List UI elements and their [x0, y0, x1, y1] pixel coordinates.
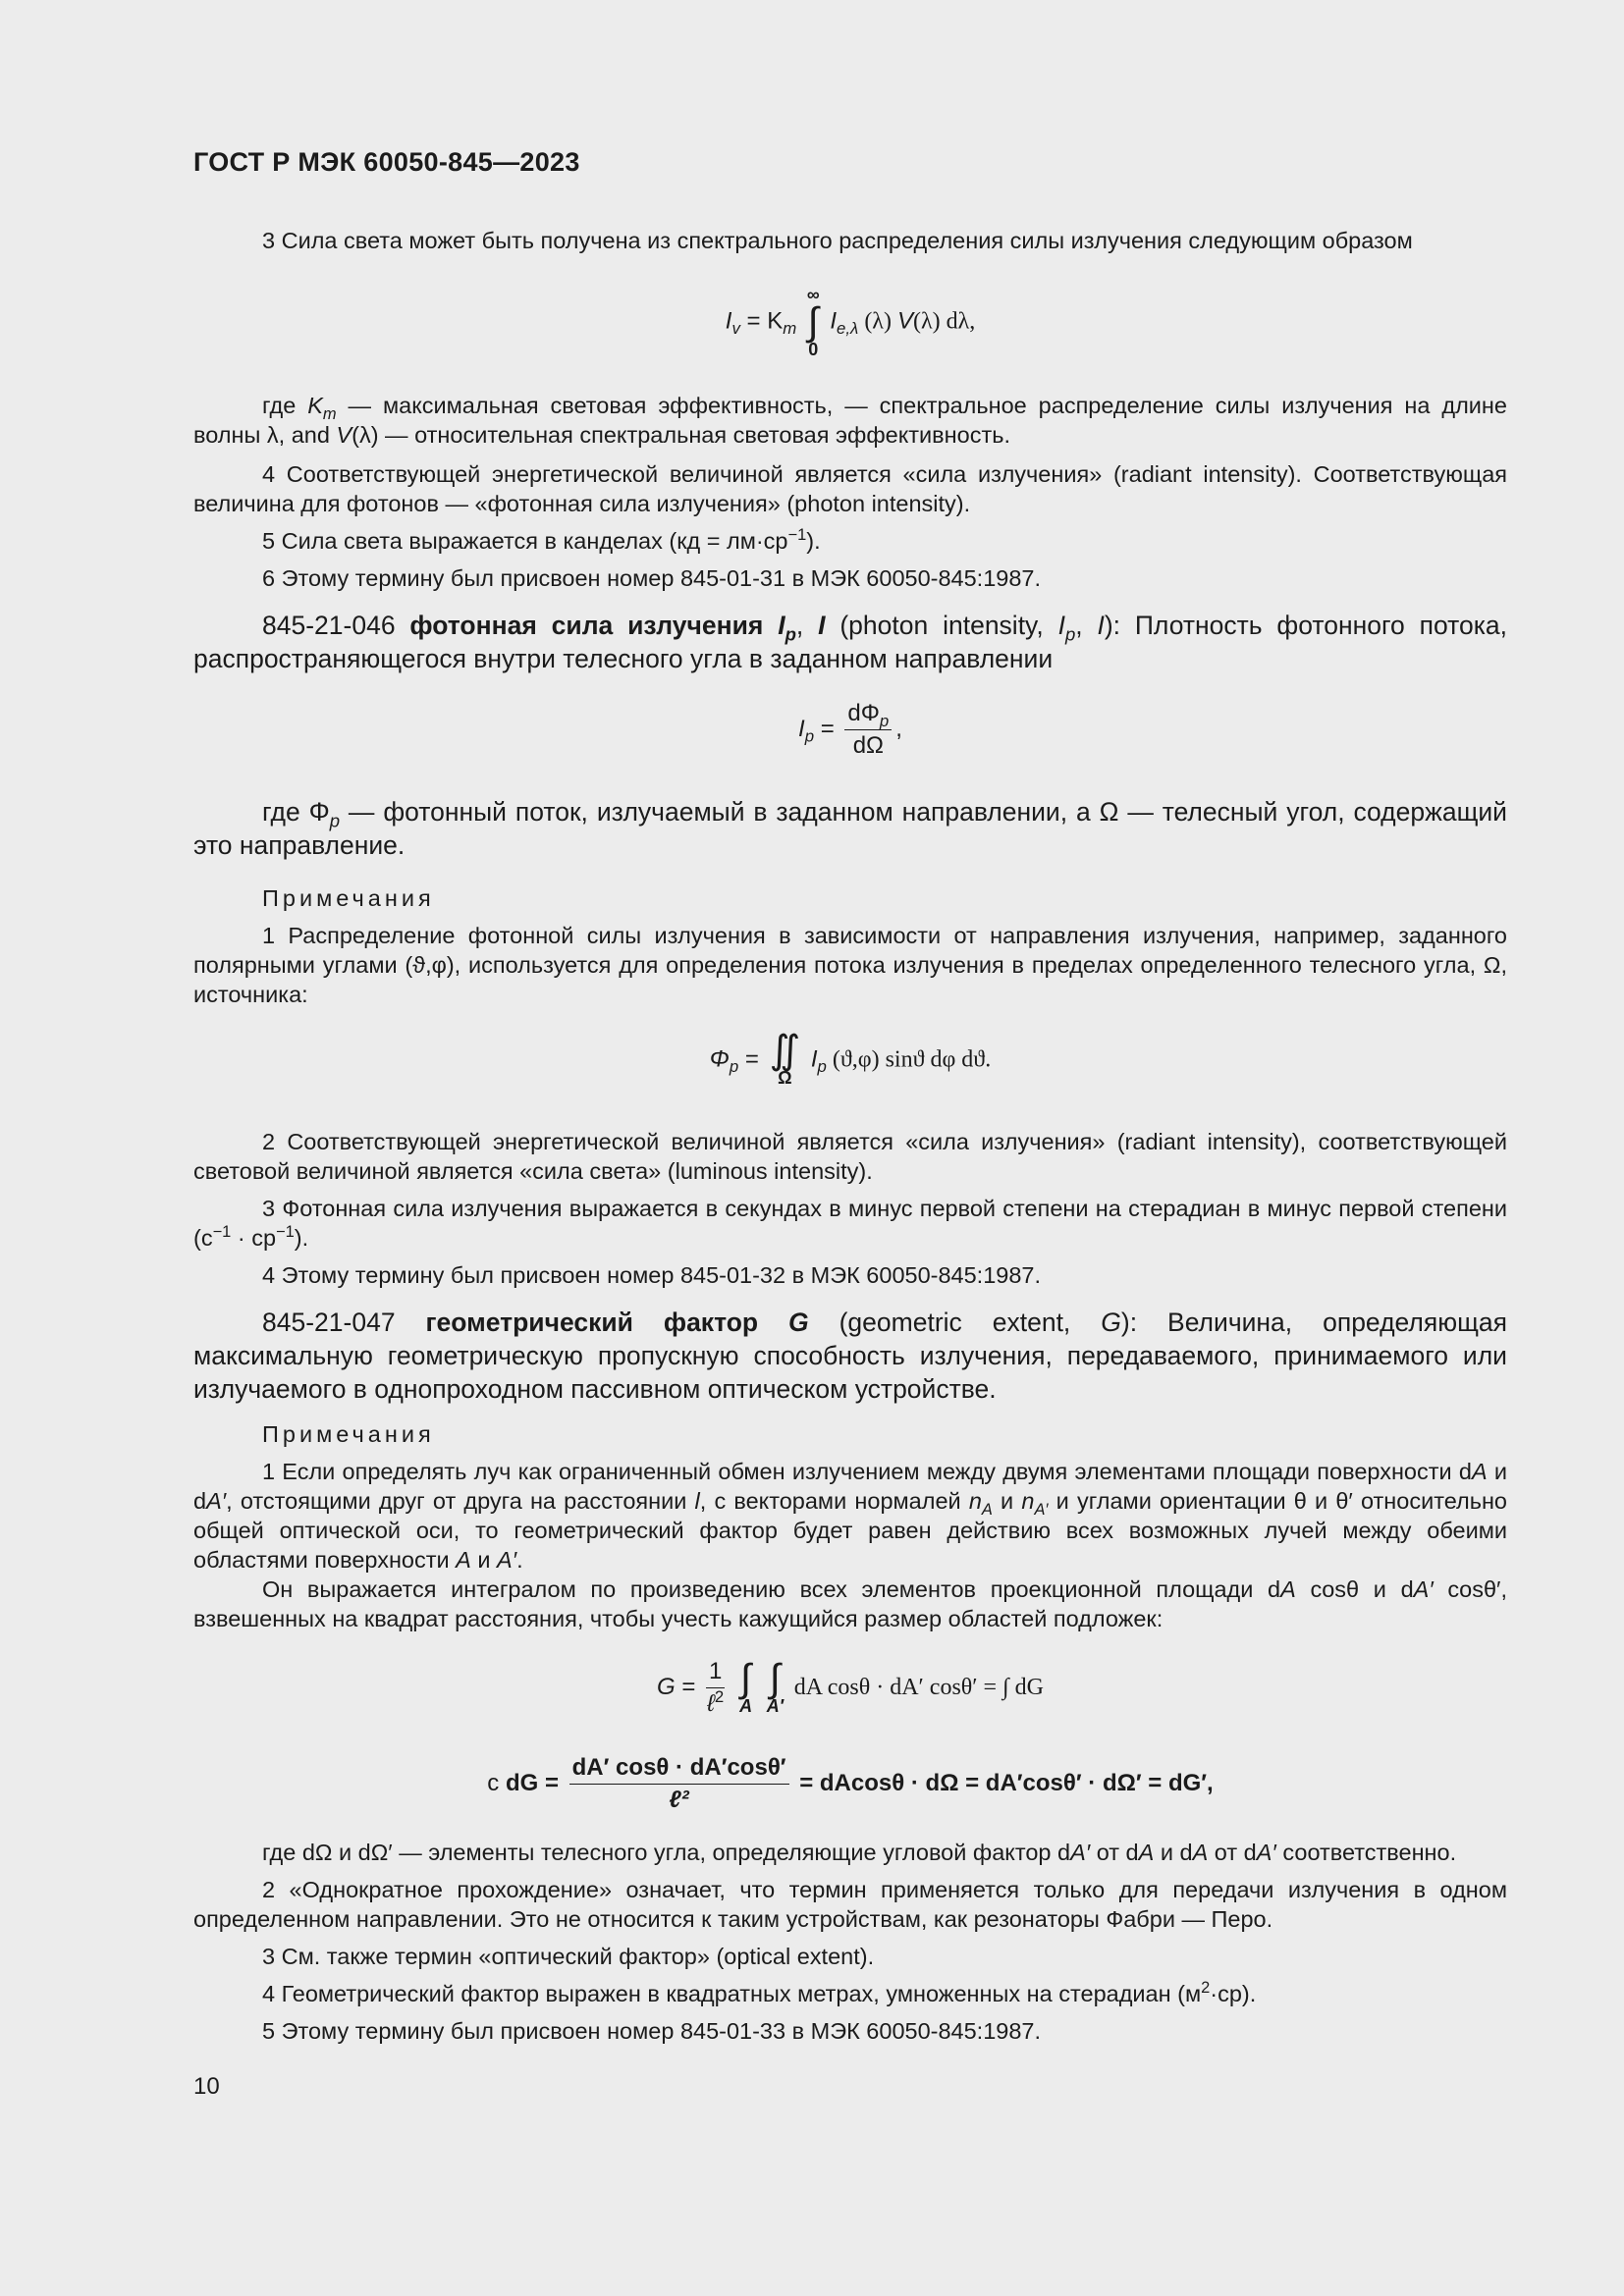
- integral-sign-a-prime: ∫ A′: [766, 1656, 785, 1716]
- formula-dg: с dG = $\frac{dA' \cos\theta \cdot dA'\cos\theta'}{\text{ℓ²}}$ = dAcosθ · dΩ = dA′cosθ′ · dΩ′ = dG′,: [487, 1754, 1214, 1813]
- note047-1: 1 Если определять луч как ограниченный обмен излучением между двумя элементами площади поверхности dA и dA′, отстоящими друг от друга на расстоянии l, с векторами нормалей $n_A$ и $n_{A'}$ и углами ориентации θ и θ′ относительно общей оптической оси, то геометрический фактор будет равен действию всех возможных лучей между обеими областями поверхности A и A′.: [193, 1459, 1508, 1573]
- note047-3: 3 См. также термин «оптический фактор» (optical extent).: [262, 1944, 875, 1969]
- note046-4: 4 Этому термину был присвоен номер 845-01-32 в МЭК 60050-845:1987.: [262, 1262, 1042, 1288]
- note046-2: 2 Соответствующей энергетической величиной является «сила излучения» (radiant intensity), соответствующей световой величиной является «сила света» (luminous intensity).: [193, 1129, 1507, 1184]
- integral-sign: ∞ ∫ 0: [806, 285, 820, 359]
- note5: 5 Сила света выражается в канделах $(кд = лм\cdot ср^{-1})$.: [262, 525, 821, 554]
- note6: 6 Этому термину был присвоен номер 845-01-31 в МЭК 60050-845:1987.: [262, 565, 1042, 591]
- formula-photon-intensity: $I_p$ = $\frac{d\Phi_p}{d\Omega}$ ,: [798, 700, 902, 759]
- note3-intro: 3 Сила света может быть получена из спектрального распределения силы излучения следующим образом: [262, 228, 1413, 253]
- notes-heading-046: Примечания: [262, 885, 435, 911]
- double-integral-sign: ∬ Ω: [769, 1029, 801, 1088]
- note4: 4 Соответствующей энергетической величиной является «сила излучения» (radiant intensity). Соответствующая величина для фотонов — «фотонная сила излучения» (photon intensity).: [193, 461, 1507, 516]
- term046-where: где $\Phi_p$ — фотонный поток, излучаемый в заданном направлении, а Ω — телесный угол, содержащий это направление.: [193, 797, 1507, 860]
- note046-1: 1 Распределение фотонной силы излучения в зависимости от направления излучения, например, заданного полярными углами (ϑ,φ), используется для определения потока излучения в пределах определенного телесного угла, Ω, источника:: [193, 923, 1507, 1007]
- page-number: 10: [193, 2073, 220, 2100]
- note047-1-continued: Он выражается интегралом по произведению всех элементов проекционной площади dA cosθ и dA′ cosθ′, взвешенных на квадрат расстояния, чтобы учесть кажущийся размер областей подложек:: [193, 1576, 1507, 1631]
- fraction: $\frac{1}{\ell^2}$: [707, 1658, 725, 1717]
- note047-2: 2 «Однократное прохождение» означает, что термин применяется только для передачи излучения в одном определенном направлении. Это не относится к таким устройствам, как резонаторы Фабри — Перо.: [193, 1877, 1507, 1932]
- document-header: ГОСТ Р МЭК 60050-845—2023: [193, 147, 580, 177]
- formula-geometric-extent: G = $\frac{1}{\ell^2}$ ∫ A ∫ A′ dA cosθ · dA′ cosθ′ = ∫ dG: [657, 1656, 1044, 1717]
- note047-5: 5 Этому термину был присвоен номер 845-01-33 в МЭК 60050-845:1987.: [262, 2018, 1042, 2044]
- note3-where: где $K_m$ — максимальная световая эффективность, — спектральное распределение силы излучения на длине волны λ, and V(λ) — относительная спектральная световая эффективность.: [193, 393, 1507, 448]
- note046-3: 3 Фотонная сила излучения выражается в секундах в минус первой степени на стерадиан в минус первой степени $(с^{-1} \cdot ср^{-1})$.: [193, 1196, 1507, 1251]
- formula-luminous-intensity: $I_v = K_m$ ∞ ∫ 0 $I_{e,\lambda}$ (λ) V(λ) dλ,: [725, 285, 976, 359]
- note047-where: где dΩ и dΩ′ — элементы телесного угла, определяющие угловой фактор dA′ от dA и dA от dA′ соответственно.: [262, 1840, 1457, 1865]
- note047-4: 4 Геометрический фактор выражен в квадратных метрах, умноженных на стерадиан $(м^2\cdot ср)$.: [262, 1978, 1257, 2006]
- formula-photon-flux: $\Phi_p$ = ∬ Ω $I_p$ (ϑ,φ) sinϑ dφ dϑ.: [709, 1029, 992, 1088]
- term-846-21-046: 845-21-046 фотонная сила излучения $I_p$, I (photon intensity, $I_p$, I): Плотность фотонного потока, распространяющегося внутри телесного угла в заданном направлении: [193, 611, 1507, 673]
- term-845-21-047: 845-21-047 геометрический фактор G (geometric extent, G): Величина, определяющая максимальную геометрическую пропускную способность излучения, передаваемого, принимаемого или излучаемого в однопроходном пассивном оптическом устройстве.: [193, 1308, 1507, 1404]
- notes-heading-047: Примечания: [262, 1421, 435, 1447]
- fraction: $\frac{d\Phi_p}{d\Omega}$: [844, 699, 892, 761]
- integral-sign-a: ∫ A: [739, 1656, 753, 1716]
- fraction: $\frac{dA' \cos\theta \cdot dA'\cos\theta'}{\text{ℓ²}}$: [569, 1753, 789, 1815]
